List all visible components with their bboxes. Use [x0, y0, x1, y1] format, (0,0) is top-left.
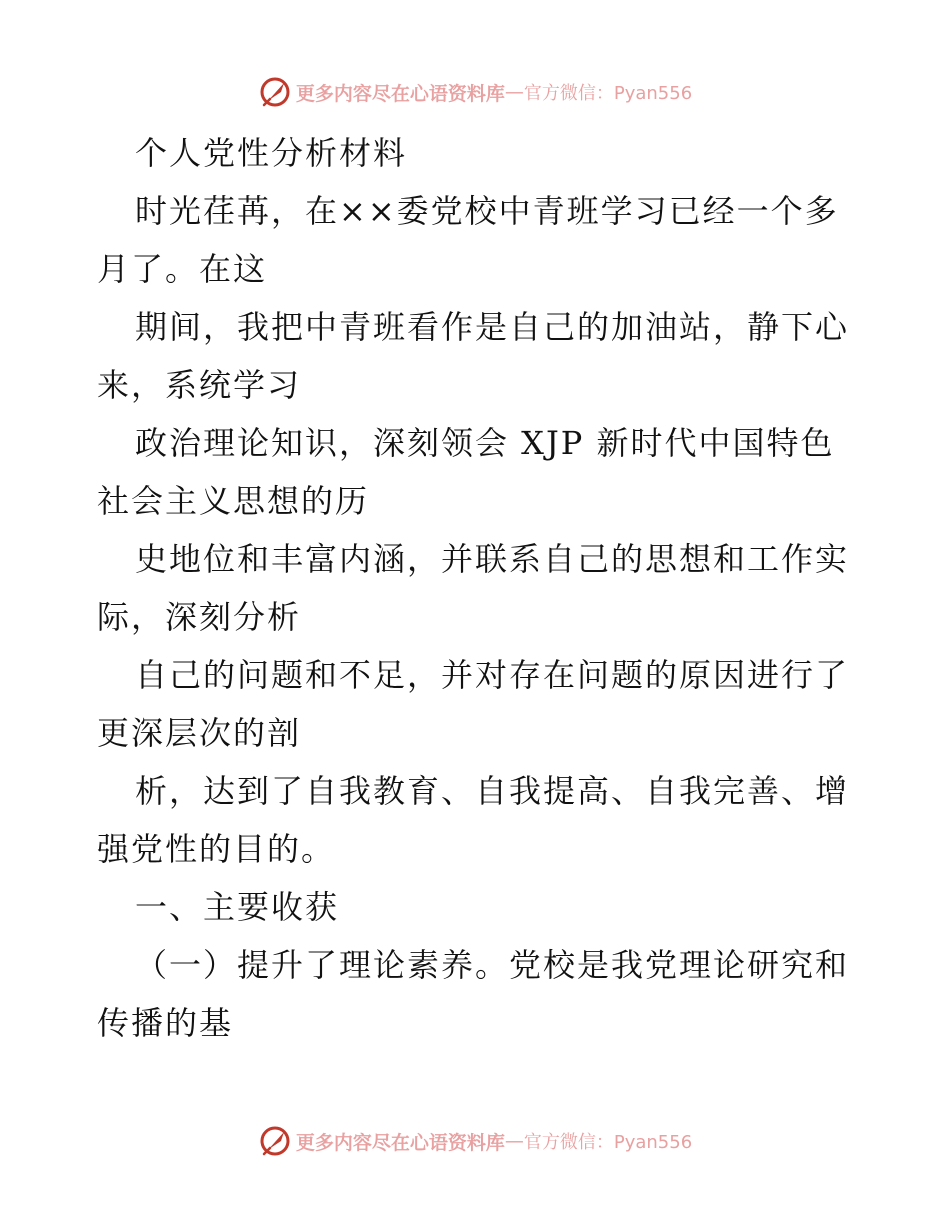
- paragraph-line: 析，达到了自我教育、自我提高、自我完善、增: [135, 772, 850, 810]
- document-body: [97, 124, 857, 1052]
- feather-pen-logo-icon: [258, 75, 292, 109]
- paragraph-line: 传播的基: [97, 1004, 234, 1042]
- footer-banner-text: 更多内容尽在心语资料库: [295, 1131, 505, 1154]
- footer-banner: [0, 1121, 950, 1161]
- paragraph-line: 际，深刻分析: [97, 598, 302, 636]
- header-wechat-label: 官方微信：Pyan556: [523, 83, 693, 104]
- paragraph-line: 政治理论知识，深刻领会 XJP 新时代中国特色: [135, 424, 835, 462]
- header-banner-separator: —: [504, 81, 524, 103]
- paragraph-line: 更深层次的剖: [97, 714, 302, 752]
- paragraph-line: 自己的问题和不足，并对存在问题的原因进行了: [135, 656, 850, 694]
- paragraph-line: 强党性的目的。: [97, 830, 336, 868]
- document-title: 个人党性分析材料: [135, 134, 408, 172]
- paragraph-line: 来，系统学习: [97, 366, 302, 404]
- feather-pen-logo-icon: [258, 1124, 292, 1158]
- footer-wechat-label: 官方微信：Pyan556: [523, 1132, 693, 1153]
- section-heading: 一、主要收获: [135, 888, 340, 926]
- paragraph-line: （一）提升了理论素养。党校是我党理论研究和: [135, 946, 850, 984]
- footer-banner-separator: —: [504, 1130, 524, 1152]
- paragraph-line: 时光荏苒，在××委党校中青班学习已经一个多: [135, 192, 839, 230]
- paragraph-line: 期间，我把中青班看作是自己的加油站，静下心: [135, 308, 850, 346]
- paragraph-line: 史地位和丰富内涵，并联系自己的思想和工作实: [135, 540, 850, 578]
- paragraph-line: 月了。在这: [97, 250, 268, 288]
- header-banner-text: 更多内容尽在心语资料库: [295, 82, 505, 105]
- header-banner: [0, 72, 950, 112]
- paragraph-line: 社会主义思想的历: [97, 482, 370, 520]
